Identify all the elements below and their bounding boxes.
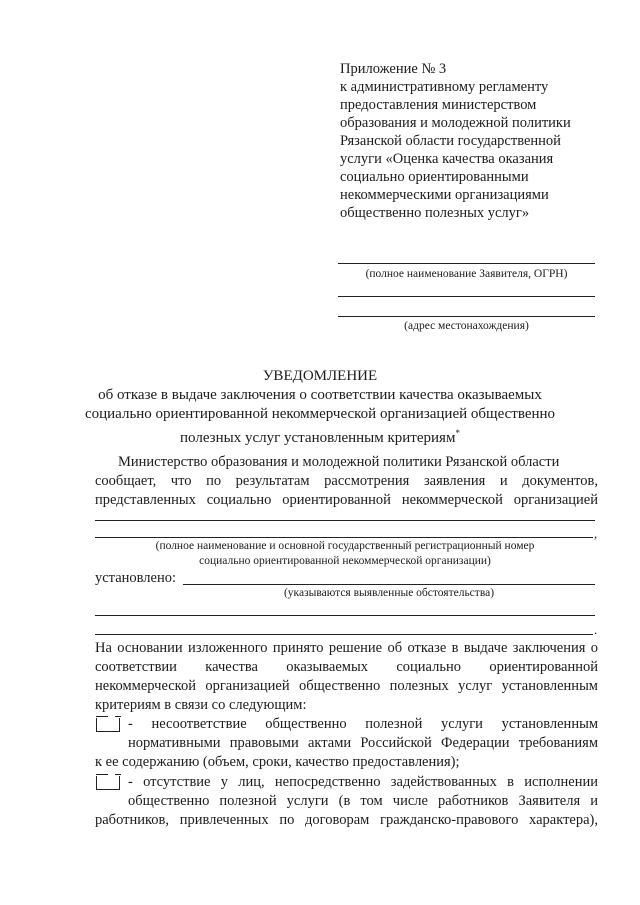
- item2-line: - отсутствие у лиц, непосредственно задействованных в исполнении: [128, 774, 598, 790]
- item1-line: нормативными правовыми актами Российской Федерации требованиям: [128, 735, 598, 751]
- applicant-address-line-1: [338, 296, 595, 297]
- notice-title: [0, 367, 640, 448]
- applicant-name-caption: (полное наименование Заявителя, ОГРН): [365, 268, 568, 280]
- org-caption-2: социально ориентированной некоммерческой организации): [199, 555, 491, 567]
- circumstances-line-2: [95, 634, 593, 635]
- appendix-header: [340, 60, 590, 222]
- notice-subtitle-line: об отказе в выдаче заключения о соответствии качества оказываемых: [98, 387, 542, 403]
- org-name-line-1: [95, 520, 595, 521]
- footnote-mark: *: [455, 428, 460, 438]
- applicant-address-caption: (адрес местонахождения): [404, 320, 529, 332]
- para2-line: На основании изложенного принято решение об отказе в выдаче заключения о: [95, 640, 598, 656]
- para2-line: соответствии качества оказываемых социально ориентированной: [95, 659, 598, 675]
- appendix-line: образования и молодежной политики: [340, 115, 571, 131]
- comma: ,: [594, 526, 598, 541]
- checkbox-item-1[interactable]: [96, 718, 120, 732]
- notice-subtitle-line: социально ориентированной некоммерческой организацией общественно: [84, 406, 556, 422]
- para2-line: некоммерческой организацией общественно полезных услуг установленным: [95, 678, 598, 694]
- appendix-line: Приложение № 3: [340, 61, 447, 77]
- appendix-line: к административному регламенту: [340, 79, 549, 95]
- org-caption-1: (полное наименование и основной государственный регистрационный номер: [155, 540, 535, 552]
- appendix-line: общественно полезных услуг»: [340, 205, 530, 221]
- applicant-address-line-2: [338, 316, 595, 317]
- circumstances-caption: (указываются выявленные обстоятельства): [283, 587, 495, 599]
- period: .: [594, 622, 598, 637]
- item2-line: работников, привлеченных по договорам гражданско-правового характера),: [95, 812, 598, 828]
- item2-line: общественно полезной услуги (в том числе работников Заявителя и: [128, 793, 598, 809]
- applicant-name-line: [338, 263, 595, 264]
- checkbox-item-2[interactable]: [96, 776, 120, 790]
- appendix-line: социально ориентированными: [340, 169, 529, 185]
- established-label: установлено:: [95, 570, 177, 586]
- item1-line: к ее содержанию (объем, сроки, качество предоставления);: [95, 754, 460, 770]
- appendix-line: услуги «Оценка качества оказания: [340, 151, 554, 167]
- notice-heading: УВЕДОМЛЕНИЕ: [262, 368, 378, 384]
- para1-line: Министерство образования и молодежной политики Рязанской области: [118, 454, 560, 470]
- circumstances-line-1: [95, 615, 595, 616]
- org-name-line-2: [95, 537, 593, 538]
- item1-line: - несоответствие общественно полезной услуги установленным: [128, 716, 598, 732]
- para2-line: критериям в связи со следующим:: [95, 697, 307, 713]
- notice-subtitle-line: полезных услуг установленным критериям: [180, 430, 456, 446]
- para1-line: сообщает, что по результатам рассмотрения заявления и документов,: [95, 473, 598, 489]
- appendix-line: предоставления министерством: [340, 97, 537, 113]
- established-line: [183, 584, 595, 585]
- appendix-line: Рязанской области государственной: [340, 133, 561, 149]
- para1-line: представленных социально ориентированной некоммерческой организацией: [95, 492, 598, 508]
- appendix-line: некоммерческими организациями: [340, 187, 549, 203]
